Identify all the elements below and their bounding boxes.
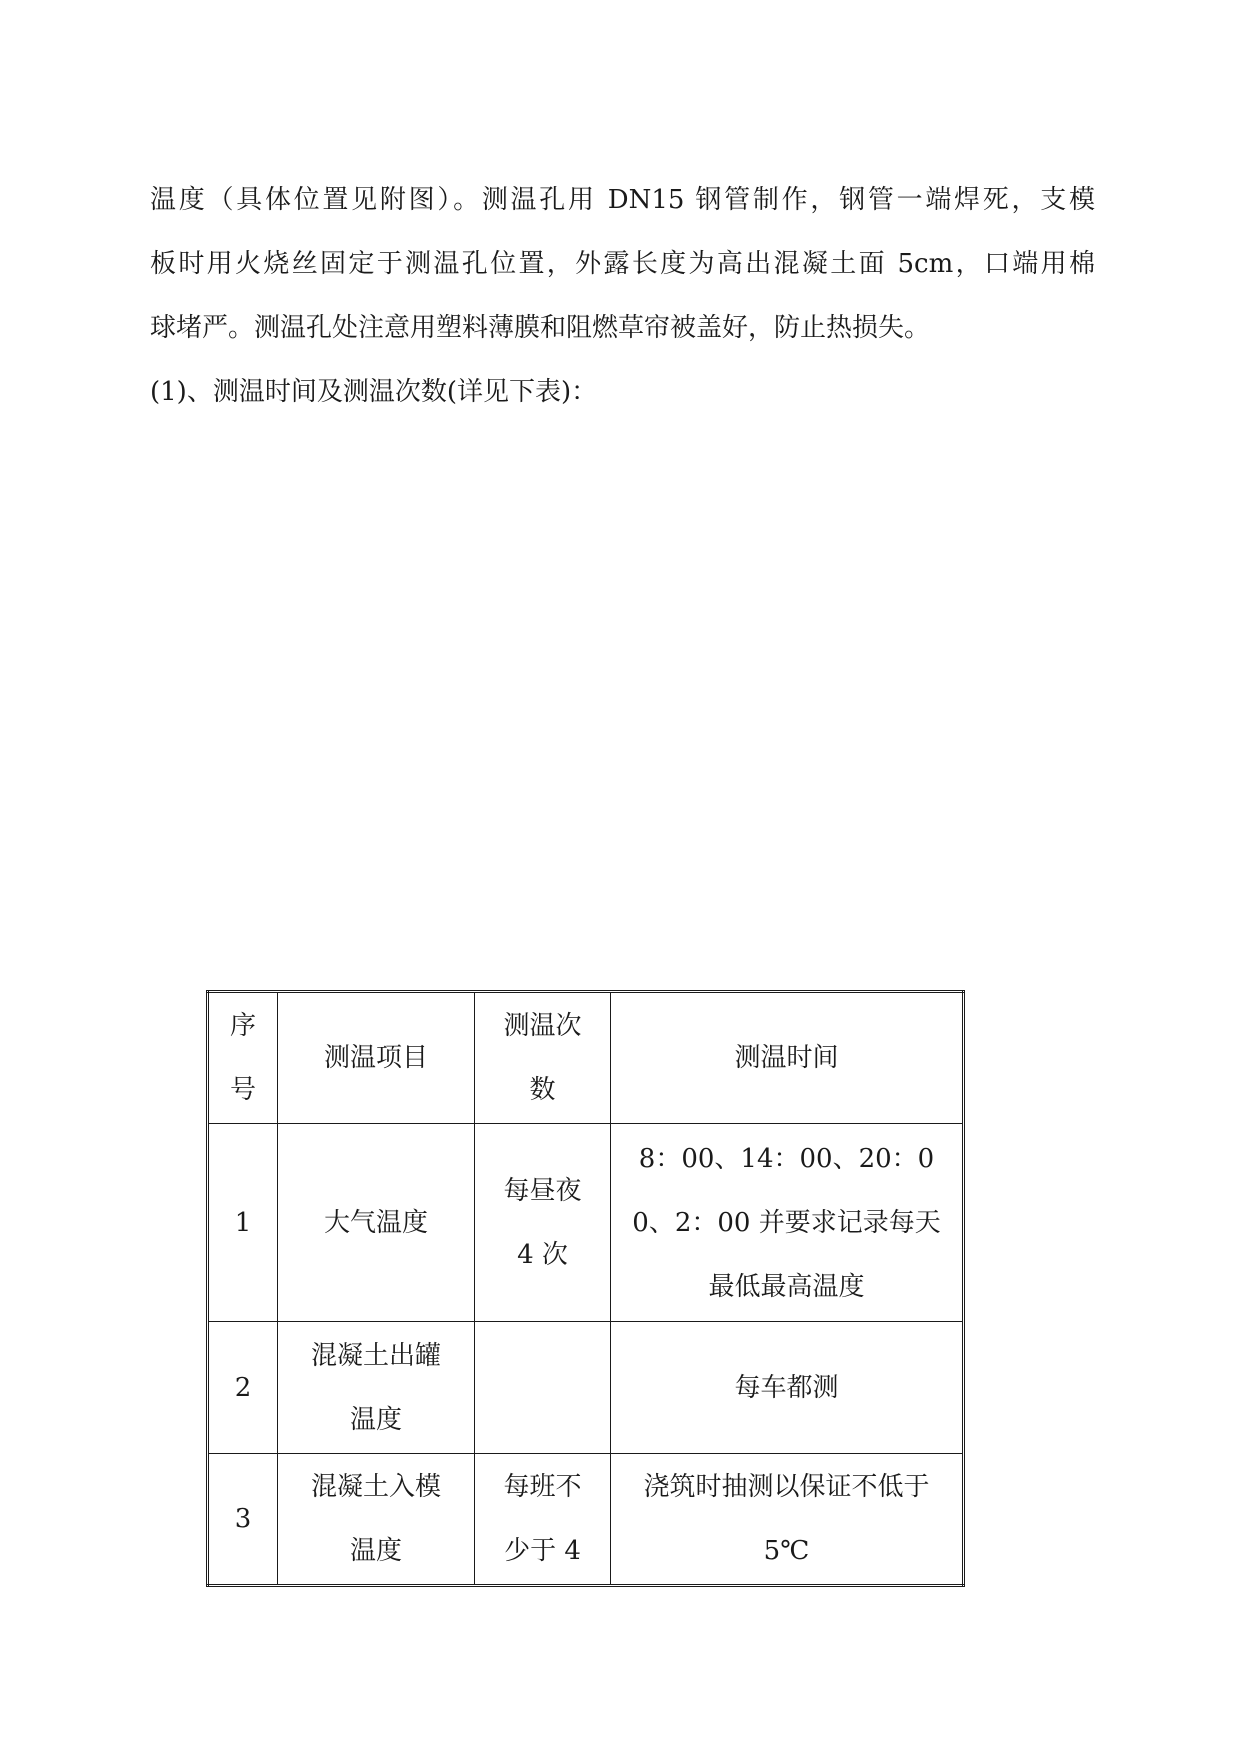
- cell-index: 2: [208, 1322, 278, 1454]
- cell-time: 浇筑时抽测以保证不低于 5℃: [611, 1454, 964, 1586]
- cell-index: 1: [208, 1124, 278, 1322]
- cell-count: 每昼夜 4 次: [475, 1124, 611, 1322]
- section-heading: (1)、测温时间及测温次数(详见下表)：: [150, 377, 598, 407]
- cell-time: 每车都测: [611, 1322, 964, 1454]
- table-row: [208, 1322, 964, 1454]
- table-row: [208, 1454, 964, 1586]
- paragraph-line-1: 温度（具体位置见附图）。测温孔用 DN15 钢管制作，钢管一端焊死，支模: [150, 185, 1095, 215]
- cell-item: 混凝土入模温度: [278, 1454, 475, 1586]
- header-index: 序号: [208, 992, 278, 1124]
- table-row: [208, 1124, 964, 1322]
- temperature-measurement-table: [206, 990, 965, 1587]
- cell-time: 8：00、14：00、20：00、2：00 并要求记录每天最低最高温度: [611, 1124, 964, 1322]
- paragraph-line-2: 板时用火烧丝固定于测温孔位置，外露长度为高出混凝土面 5cm，口端用棉: [150, 249, 1095, 279]
- body-paragraph: [150, 168, 1095, 424]
- cell-count: [475, 1322, 611, 1454]
- cell-item: 混凝土出罐温度: [278, 1322, 475, 1454]
- header-time: 测温时间: [611, 992, 964, 1124]
- cell-count: 每班不少于 4: [475, 1454, 611, 1586]
- cell-item: 大气温度: [278, 1124, 475, 1322]
- paragraph-line-3: 球堵严。测温孔处注意用塑料薄膜和阻燃草帘被盖好，防止热损失。: [150, 313, 931, 343]
- header-item: 测温项目: [278, 992, 475, 1124]
- cell-index: 3: [208, 1454, 278, 1586]
- table-header-row: [208, 992, 964, 1124]
- header-count: 测温次数: [475, 992, 611, 1124]
